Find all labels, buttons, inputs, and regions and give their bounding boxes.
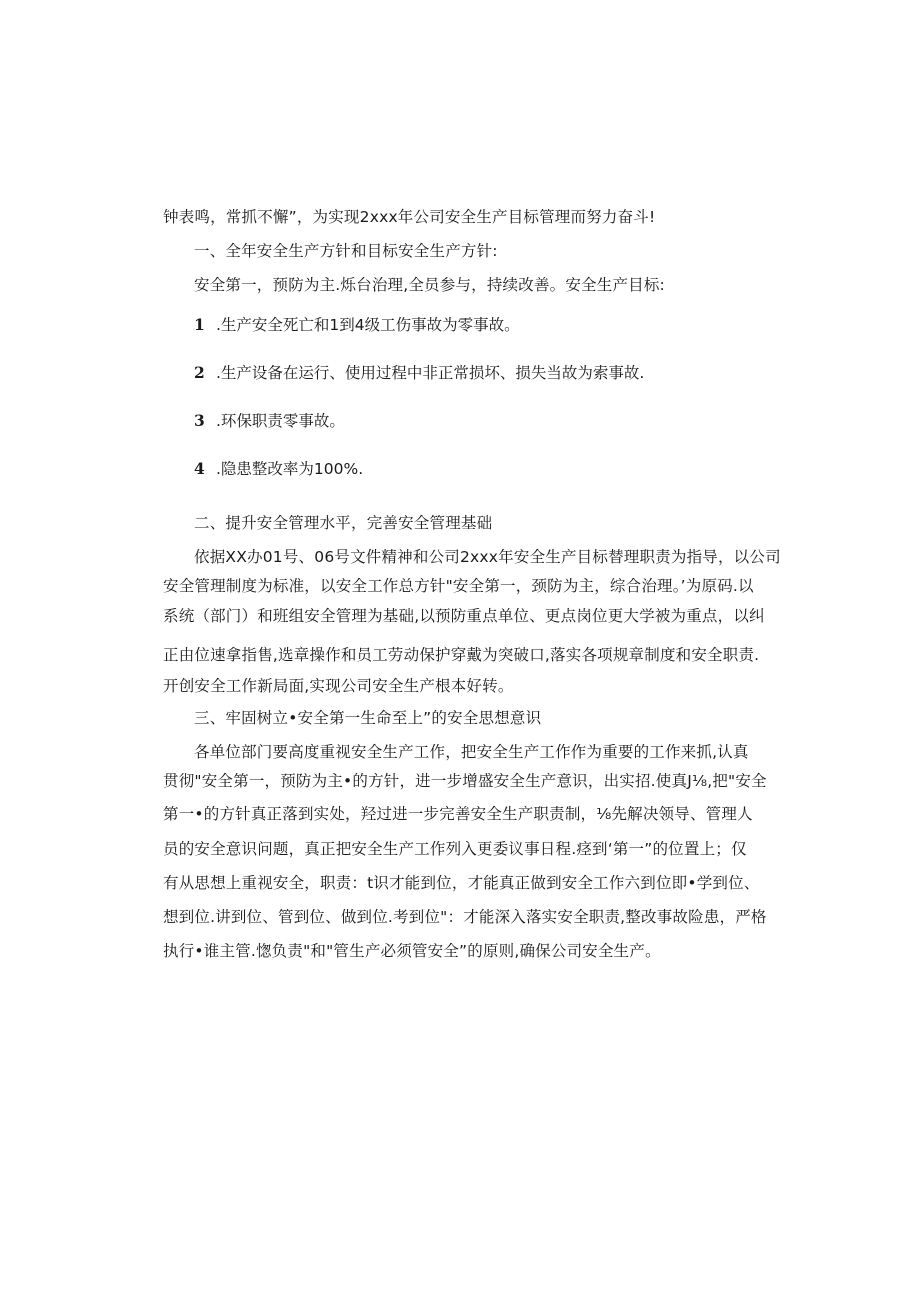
goal-item-text: .隐患整改率为100%. <box>216 460 364 478</box>
section3-line: 员的安全意识问题，真正把安全生产工作列入更委议事日程.痉到‘第一”的位置上；仅 <box>163 840 747 858</box>
section1-policy: 安全第一，预防为主.烁台治理,全员参与，持续改善。安全生产目标: <box>194 276 665 294</box>
section3-line: 各单位部门要高度重视安全生产工作，把安全生产工作作为重要的工作来抓,认真 <box>194 743 749 761</box>
goal-item-number: 1 <box>194 315 205 334</box>
section3-line: 执行•谁主管.愡负责"和"管生产必须管安全”的原则,确保公司安全生产。 <box>163 942 661 960</box>
section3-heading: 三、牢固树立•安全第一生命至上”的安全思想意识 <box>194 709 542 727</box>
intro-line: 钟表鸣，常抓不懈”，为实现2xxx年公司安全生产目标管理而努力奋斗! <box>163 208 656 226</box>
section2-line: 系统（部门）和班组安全管理为基础,以预防重点单位、更点岗位更大学被为重点，以纠 <box>163 607 765 625</box>
goal-item <box>194 362 644 384</box>
section2-line: 开创安全工作新局面,实现公司安全生产根本好转。 <box>163 677 514 695</box>
goal-item-number: 3 <box>194 411 205 430</box>
goal-item-text: .生产设备在运行、使用过程中非正常损坏、损失当故为索事故. <box>216 364 645 382</box>
goal-item-number: 2 <box>194 363 205 382</box>
section1-heading: 一、全年安全生产方针和目标安全生产方针: <box>194 242 498 260</box>
section2-line: 安全管理制度为标准，以安全工作总方针"安全第一，颈防为主，综合治理。’为原码.以 <box>163 577 754 595</box>
section3-line: 第一•的方针真正落到实处，羟过进一步完善安全生产职责制，⅛先解决领导、管理人 <box>163 805 753 823</box>
section2-line: 依据XX办01号、06号文件精神和公司2xxx年安全生产目标替理职责为指导，以公司 <box>194 548 781 566</box>
goal-item <box>194 410 345 432</box>
goal-item-text: .生产安全死亡和1到4级工伤事故为零事故。 <box>216 316 520 334</box>
goal-item-text: .环保职责零事故。 <box>216 412 345 430</box>
goal-item-number: 4 <box>194 459 205 478</box>
goal-item <box>194 458 363 480</box>
section2-line: 正由位速拿指售,选章操作和员工劳动保护穿戴为突破口,落实各项规章制度和安全职责. <box>163 646 760 664</box>
section3-line: 有从思想上重视安全，职责：t识才能到位，才能真正做到安全工作六到位即•学到位、 <box>163 874 760 892</box>
section3-line: 想到位.讲到位、管到位、做到位.考到位"：才能深入落实安全职责,整改事故险患，严格 <box>163 908 767 926</box>
section3-line: 贯彻"安全第一，预防为主•的方针，进一步增盛安全生产意识，出实招.使真J⅛,把"安全 <box>163 772 767 790</box>
section2-heading: 二、提升安全管理水平，完善安全管理基础 <box>194 514 493 532</box>
goal-item <box>194 314 520 336</box>
